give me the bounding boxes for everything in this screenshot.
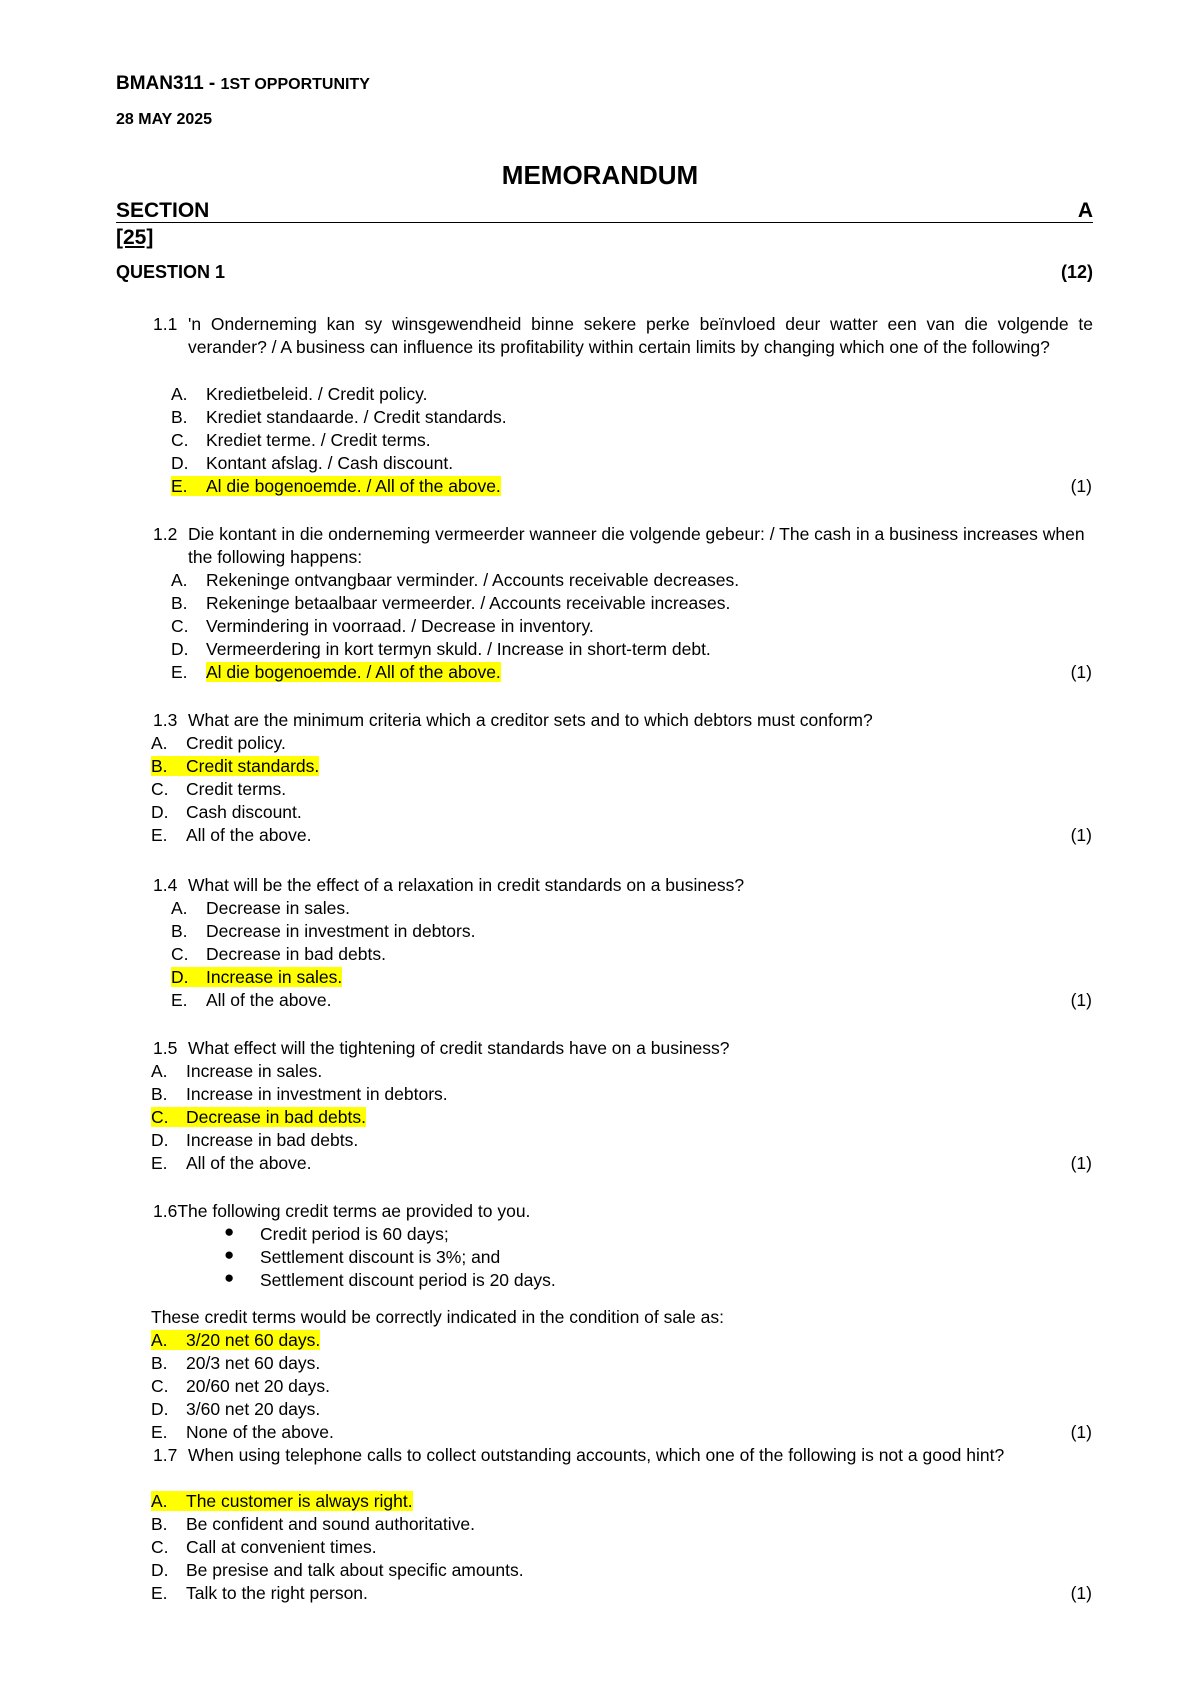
option-c: C. Decrease in bad debts. (171, 944, 386, 964)
option-d: D. Cash discount. (151, 802, 302, 822)
bullet-icon: ● (224, 1222, 235, 1241)
section-label: SECTION (116, 199, 210, 222)
option-a: A. Increase in sales. (151, 1061, 323, 1081)
option-d: D. 3/60 net 20 days. (151, 1399, 321, 1419)
option-b: B. 20/3 net 60 days. (151, 1353, 321, 1373)
question-stem: 1.5 What effect will the tightening of credit standards have on a business? (153, 1038, 730, 1058)
question-mark: (1) (1070, 990, 1092, 1010)
exam-date: 28 MAY 2025 (116, 111, 213, 128)
option-c: C. Vermindering in voorraad. / Decrease in inventory. (171, 616, 594, 636)
list-item: Settlement discount period is 20 days. (260, 1270, 556, 1290)
option-b-correct: B. Credit standards. (151, 756, 320, 776)
option-a-correct: A. 3/20 net 60 days. (151, 1330, 321, 1350)
question-mark: (1) (1070, 1422, 1092, 1442)
option-d: D. Kontant afslag. / Cash discount. (171, 453, 454, 473)
option-e: E. All of the above. (171, 990, 332, 1010)
bullet-icon: ● (224, 1245, 235, 1264)
bullet-icon: ● (224, 1268, 235, 1287)
option-d: D. Increase in bad debts. (151, 1130, 359, 1150)
option-e: E. All of the above. (151, 1153, 312, 1173)
option-c-correct: C. Decrease in bad debts. (151, 1107, 366, 1127)
option-e-correct: E. Al die bogenoemde. / All of the above. (171, 476, 501, 496)
option-b: B. Increase in investment in debtors. (151, 1084, 448, 1104)
section-marks: [25] (116, 226, 154, 249)
question-heading: QUESTION 1 (116, 262, 226, 282)
question-mark: (1) (1070, 662, 1092, 682)
question-marks: (12) (1060, 262, 1093, 282)
option-a: A. Rekeninge ontvangbaar verminder. / Accounts receivable decreases. (171, 570, 740, 590)
question-stem: When using telephone calls to collect outstanding accounts, which one of the following is not a good hint? (188, 1445, 1005, 1465)
course-code: BMAN311 (116, 73, 204, 94)
option-c: C. 20/60 net 20 days. (151, 1376, 330, 1396)
question-number: 1.7 (153, 1445, 178, 1465)
option-b: B. Krediet standaarde. / Credit standards. (171, 407, 507, 427)
option-b: B. Rekeninge betaalbaar vermeerder. / Accounts receivable increases. (171, 593, 731, 613)
section-heading (116, 200, 1093, 223)
option-e: E. None of the above. (151, 1422, 334, 1442)
option-b: B. Be confident and sound authoritative. (151, 1514, 475, 1534)
option-d: D. Be presise and talk about specific amounts. (151, 1560, 524, 1580)
question-stem: 1.4 What will be the effect of a relaxation in credit standards on a business? (153, 875, 745, 895)
question-lead: These credit terms would be correctly indicated in the condition of sale as: (151, 1307, 724, 1327)
option-d-correct: D. Increase in sales. (171, 967, 343, 987)
header-dash: - (203, 73, 221, 94)
option-a: A. Kredietbeleid. / Credit policy. (171, 384, 428, 404)
option-b: B. Decrease in investment in debtors. (171, 921, 476, 941)
list-item: Settlement discount is 3%; and (260, 1247, 501, 1267)
option-a: A. Credit policy. (151, 733, 286, 753)
question-mark: (1) (1070, 476, 1092, 496)
question-number: 1.1 (153, 314, 178, 334)
question-stem: 1.6The following credit terms ae provided to you. (153, 1201, 531, 1221)
option-e: E. All of the above. (151, 825, 312, 845)
option-c: C. Credit terms. (151, 779, 287, 799)
option-e-correct: E. Al die bogenoemde. / All of the above. (171, 662, 501, 682)
option-e: E. Talk to the right person. (151, 1583, 368, 1603)
question-stem: 'n Onderneming kan sy winsgewendheid binne sekere perke beïnvloed deur watter een van die volgende te verander? / A business can influence its profitability within certain limits by changing which one of the following? (188, 314, 1093, 357)
page-title: MEMORANDUM (501, 160, 699, 190)
course-header (116, 73, 370, 95)
option-c: C. Call at convenient times. (151, 1537, 377, 1557)
option-d: D. Vermeerdering in kort termyn skuld. / Increase in short-term debt. (171, 639, 711, 659)
question-stem: Die kontant in die onderneming vermeerder wanneer die volgende gebeur: / The cash in a business increases when the following happens: (188, 524, 1085, 567)
option-a-correct: A. The customer is always right. (151, 1491, 413, 1511)
option-a: A. Decrease in sales. (171, 898, 350, 918)
section-letter: A (1077, 199, 1093, 222)
opportunity-label: 1ST OPPORTUNITY (220, 76, 370, 93)
question-mark: (1) (1070, 1153, 1092, 1173)
question-mark: (1) (1070, 825, 1092, 845)
question-mark: (1) (1070, 1583, 1092, 1603)
option-c: C. Krediet terme. / Credit terms. (171, 430, 431, 450)
list-item: Credit period is 60 days; (260, 1224, 449, 1244)
question-stem: 1.3 What are the minimum criteria which a creditor sets and to which debtors must conform? (153, 710, 873, 730)
question-number: 1.2 (153, 524, 178, 544)
